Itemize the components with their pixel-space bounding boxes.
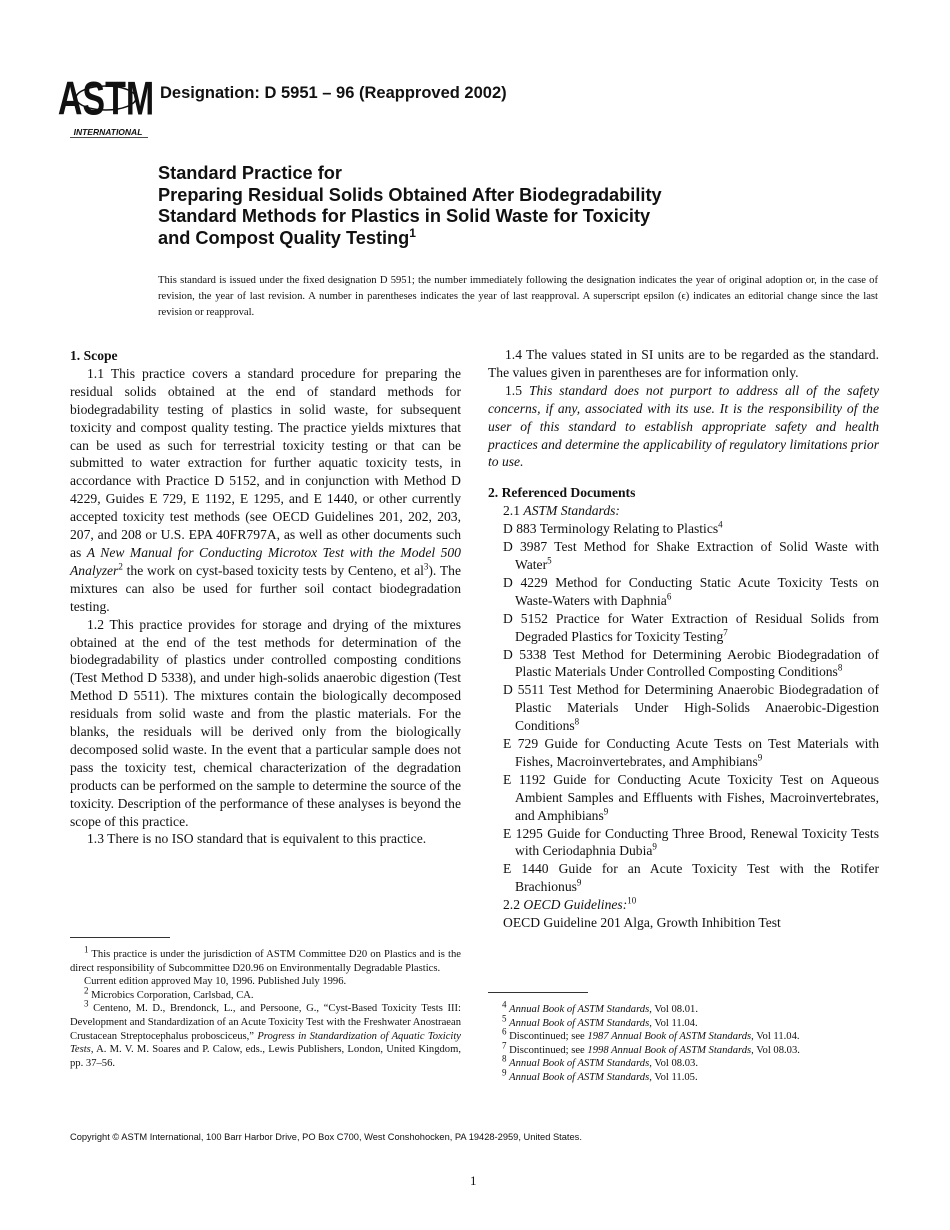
footnote [488, 1026, 879, 1044]
text-run: 1. Scope [70, 348, 118, 363]
footnote-ref: 5 [502, 1013, 507, 1024]
footnote-ref: 8 [837, 662, 843, 673]
footnote [70, 944, 461, 975]
footnote-ref: 3 [84, 998, 89, 1009]
text-run: , Vol 08.03. [751, 1044, 800, 1056]
footnote-ref: 9 [757, 752, 763, 763]
text-run: D 5338 Test Method for Determining Aerobic Biodegradation of Plastic Materials Under Controlled Composting Conditions [503, 646, 879, 680]
text-run: 1.4 The values stated in SI units are to be regarded as the standard. The values given in parentheses are for information only. [488, 347, 879, 380]
section-heading [488, 483, 879, 502]
footnote [70, 985, 461, 1003]
footnote-ref: 9 [502, 1067, 507, 1078]
footnote-ref: 3 [423, 561, 429, 572]
footnote-ref: 9 [652, 841, 657, 852]
text-run: E 1440 Guide for an Acute Toxicity Test with the Rotifer Brachionus [503, 861, 879, 895]
text-run: D 883 Terminology Relating to Plastics [503, 521, 719, 537]
italic-text: Progress in Standardization of Aquatic Toxicity Tests [70, 1030, 461, 1056]
text-run: Discontinued; see [506, 1044, 588, 1056]
footnote-ref: 8 [574, 716, 580, 727]
text-run: , Vol 11.05. [649, 1071, 698, 1083]
text-run: Discontinued; see [506, 1031, 588, 1043]
paragraph [488, 346, 879, 382]
reference-item [488, 681, 879, 735]
right-column [488, 346, 879, 932]
footnote-ref: 9 [603, 806, 609, 817]
text-run: , A. M. V. M. Soares and P. Calow, eds., Lewis Publishers, London, United Kingdom, pp. 37–56. [70, 1044, 461, 1069]
paragraph [488, 382, 879, 472]
svg-text:ASTM: ASTM [57, 72, 155, 125]
footnote-ref: 4 [718, 519, 723, 530]
text-run: D 3987 Test Method for Shake Extraction of Solid Waste with Water [503, 539, 879, 572]
footnote [488, 1053, 879, 1071]
italic-text: Annual Book of ASTM Standards [509, 1071, 650, 1083]
reference-item [488, 825, 879, 861]
astm-logo [57, 72, 155, 138]
footnote-ref: 5 [547, 555, 552, 566]
text-run: 1.5 [505, 382, 529, 398]
left-column [70, 346, 461, 848]
text-run: Current edition approved May 10, 1996. Published July 1996. [84, 976, 347, 988]
italic-text: 1998 Annual Book of ASTM Standards [587, 1044, 752, 1056]
footnote-ref: 7 [502, 1040, 507, 1051]
text-run: the work on cyst-based toxicity tests by Centeno, et al [122, 562, 424, 578]
italic-text: Annual Book of ASTM Standards [509, 1004, 650, 1015]
text-run: 2.2 [503, 897, 524, 913]
paragraph [488, 914, 879, 932]
footnote-ref: 1 [84, 944, 89, 955]
footnote [488, 1013, 879, 1031]
text-run: 1.3 There is no ISO standard that is equivalent to this practice. [87, 831, 427, 847]
paragraph [488, 502, 879, 520]
text-run: 2.1 [503, 503, 524, 519]
footnote [70, 998, 461, 1070]
reference-item [488, 771, 879, 825]
text-run: , Vol 11.04. [751, 1031, 800, 1043]
title-line: Standard Methods for Plastics in Solid Waste for Toxicity [158, 206, 651, 226]
page-number: 1 [470, 1173, 477, 1188]
text-run: 2. Referenced Documents [488, 485, 636, 501]
reference-item [488, 735, 879, 771]
footnote [488, 1067, 879, 1085]
footnote-ref: 2 [84, 985, 89, 996]
reference-item [488, 610, 879, 646]
footnote [488, 999, 879, 1017]
text-run: E 1192 Guide for Conducting Acute Toxicity Test on Aqueous Ambient Samples and Effluents with Fishes, Macroinvertebrates, and Amphibians [503, 771, 879, 823]
footnote-ref: 10 [627, 895, 637, 906]
text-run: , Vol 11.04. [649, 1017, 698, 1029]
text-run: 1.2 This practice provides for storage and drying of the mixtures obtained at the end of the test methods for determination of the biodegradability of plastics under controlled composting conditions (Test Method D 5338), and under high-solids anaerobic digestion (Test Method D 5511). The mixtures contain the biologically decomposed residuals from solid waste and from the plastic materials. For the blanks, the residuals will be derived only from the biologically decomposed solid waste. In the event that a particular sample does not pass the toxicity test, chemical characterization of the degradation products can be performed on the sample to determine the source of the toxicity. Description of the performance of these analyses is beyond the scope of this practice. [70, 616, 461, 829]
footnotes-left [70, 944, 461, 1070]
italic-text: 1987 Annual Book of ASTM Standards [587, 1031, 752, 1043]
reference-item [488, 646, 879, 682]
italic-text: A New Manual for Conducting Microtox Test with the Model 500 Analyzer [70, 544, 461, 578]
paragraph [70, 830, 461, 848]
footnote-ref: 9 [576, 877, 582, 888]
text-run: This practice is under the jurisdiction of ASTM Committee D20 on Plastics and is the direct responsibility of Subcommittee D20.96 on Environmentally Degradable Plastics. [70, 949, 461, 974]
document-title [158, 163, 858, 249]
footnote [70, 975, 461, 989]
title-line: Standard Practice for [158, 163, 342, 183]
title-line: Preparing Residual Solids Obtained After Biodegradability [158, 184, 662, 205]
reference-item [488, 520, 879, 538]
footnote-ref: 8 [502, 1053, 507, 1064]
paragraph [488, 896, 879, 914]
text-run: D 5511 Test Method for Determining Anaerobic Biodegradation of Plastic Materials Under High-Solids Anaerobic-Digestion Conditions [503, 682, 879, 734]
text-run: 1.1 This practice covers a standard procedure for preparing the residual solids obtained at the end of standard methods for biodegradability testing of plastics in solid waste, for subsequent toxicity and compost quality testing. The practice yields mixtures that can be used as such for terrestrial toxicity testing or that can be submitted to water extraction for further aquatic toxicity tests, in accordance with Practice D 5152, and in conjunction with Method D 4229, Guides E 729, E 1192, E 1295, and E 1440, or other currently accepted toxicity test methods (see OECD Guidelines 201, 202, 203, 207, and 208 or U.S. EPA 40FR797A, as well as other documents such as [70, 365, 461, 560]
italic-text: OECD Guidelines: [523, 897, 628, 913]
text-run: D 5152 Practice for Water Extraction of Residual Solids from Degraded Plastics for Toxicity Testing [503, 610, 879, 644]
footnote-ref: 2 [118, 561, 123, 572]
title-footnote-ref: 1 [409, 225, 416, 240]
text-run: E 1295 Guide for Conducting Three Brood, Renewal Toxicity Tests with Ceriodaphnia Dubia [503, 825, 879, 859]
reference-item [488, 538, 879, 574]
text-run: D 4229 Method for Conducting Static Acute Toxicity Tests on Waste-Waters with Daphnia [503, 574, 879, 608]
section-heading [70, 346, 461, 365]
paragraph [70, 365, 461, 616]
text-run: E 729 Guide for Conducting Acute Tests on Test Materials with Fishes, Macroinvertebrates, and Amphibians [503, 736, 879, 769]
footnote-ref: 6 [502, 1026, 507, 1037]
footnote-divider [488, 992, 588, 993]
footnote-ref: 6 [666, 591, 672, 602]
designation: Designation: D 5951 – 96 (Reapproved 2002) [160, 84, 507, 102]
text-run: OECD Guideline 201 Alga, Growth Inhibition Test [503, 915, 781, 931]
footnote-ref: 7 [723, 627, 728, 638]
reference-item [488, 574, 879, 610]
text-run: Centeno, M. D., Brendonck, L., and Persoone, G., “Cyst-Based Toxicity Tests III: Development and Standardization of an Acute Toxicity Test with the Freshwater Anostraean Crustacean Streptocephalus probosciceus,” [70, 1003, 461, 1042]
copyright: Copyright © ASTM International, 100 Barr Harbor Drive, PO Box C700, West Conshohocken, PA 19428-2959, United States. [70, 1132, 582, 1142]
footnote-ref: 4 [502, 999, 507, 1010]
italic-text: Annual Book of ASTM Standards [509, 1017, 650, 1029]
title-line: and Compost Quality Testing [158, 227, 410, 248]
text-run: Microbics Corporation, Carlsbad, CA. [88, 989, 254, 1001]
text-run: , Vol 08.01. [649, 1004, 698, 1015]
italic-text: ASTM Standards: [523, 503, 620, 519]
italic-text: This standard does not purport to address all of the safety concerns, if any, associated with its use. It is the responsibility of the user of this standard to establish appropriate safety and health practices and determine the applicability of regulatory limitations prior to use. [488, 382, 880, 470]
text-run: ). The mixtures can also be used for further soil contact biodegradation testing. [70, 562, 461, 614]
italic-text: Annual Book of ASTM Standards [509, 1058, 650, 1070]
paragraph [70, 616, 461, 831]
footnote-divider [70, 937, 170, 938]
reference-item [488, 860, 879, 896]
issuance-note: This standard is issued under the fixed designation D 5951; the number immediately following the designation indicates the year of original adoption or, in the case of revision, the year of last revision. A number in parentheses indicates the year of last reapproval. A superscript epsilon (ϵ) indicates an editorial change since the last revision or reapproval. [158, 275, 878, 318]
footnotes-right [488, 999, 879, 1085]
text-run: , Vol 08.03. [649, 1058, 698, 1070]
svg-text:INTERNATIONAL: INTERNATIONAL [73, 127, 143, 137]
footnote [488, 1040, 879, 1058]
